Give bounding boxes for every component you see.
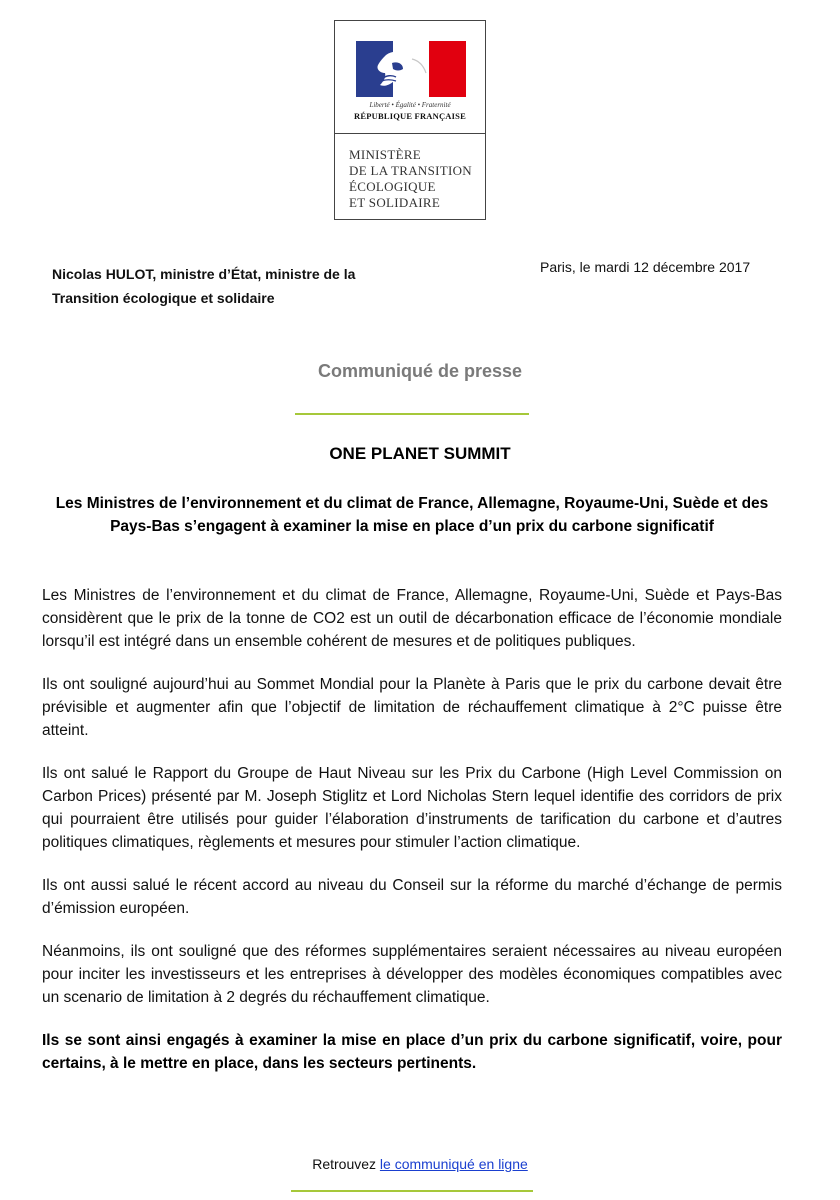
ministry-name-line: MINISTÈRE — [349, 147, 422, 162]
headline: ONE PLANET SUMMIT — [329, 444, 511, 463]
footer-prefix: Retrouvez — [312, 1156, 380, 1172]
ministry-name — [349, 147, 472, 211]
minister-name — [52, 262, 355, 310]
paragraph: Néanmoins, ils ont souligné que des réformes supplémentaires seraient nécessaires au niveau européen pour inciter les investisseurs et les entreprises à développer des modèles économiques compatibles avec un scenario de limitation à 2 degrés du réchauffement climatique. — [42, 943, 782, 1006]
marianne-flag-icon — [356, 41, 466, 97]
paragraph: Ils ont aussi salué le récent accord au niveau du Conseil sur la réforme du marché d’échange de permis d’émission européen. — [42, 877, 782, 917]
republic-motto: Liberté • Égalité • Fraternité — [369, 101, 451, 109]
ministry-logo — [334, 20, 486, 220]
press-release-label: Communiqué de presse — [317, 361, 523, 381]
green-divider-top — [295, 413, 529, 415]
minister-line: Nicolas HULOT, ministre d’État, ministre de la — [52, 266, 356, 282]
paragraph: Ils ont souligné aujourd’hui au Sommet Mondial pour la Planète à Paris que le prix du carbone devait être prévisible et augmenter afin que l’objectif de limitation de réchauffement climatique à 2°C puisse être atteint. — [42, 676, 782, 739]
republique-francaise-label: RÉPUBLIQUE FRANÇAISE — [354, 111, 466, 121]
logo-divider — [335, 133, 485, 134]
ministry-name-line: ÉCOLOGIQUE — [349, 179, 436, 194]
marianne-emblem — [335, 21, 485, 121]
paragraph-conclusion: Ils se sont ainsi engagés à examiner la mise en place d’un prix du carbone significatif, voire, pour certains, à le mettre en place, dans les secteurs pertinents. — [42, 1032, 782, 1072]
green-divider-bottom — [291, 1190, 533, 1192]
article-body — [42, 584, 782, 1095]
footer-link-line — [0, 1156, 840, 1172]
paragraph: Ils ont salué le Rapport du Groupe de Haut Niveau sur les Prix du Carbone (High Level Commission on Carbon Prices) présenté par M. Joseph Stiglitz et Lord Nicholas Stern lequel identifie des corridors de prix qui pourraient être utilisés pour guider l’élaboration d’instruments de tarification du carbone et d’autres politiques climatiques, règlements et mesures pour stimuler l’action climatique. — [42, 765, 782, 851]
paragraph: Les Ministres de l’environnement et du climat de France, Allemagne, Royaume-Uni, Suède et Pays-Bas considèrent que le prix de la tonne de CO2 est un outil de décarbonation efficace de l’économie mondiale lorsqu’il est intégré dans un ensemble cohérent de mesures et de politiques publiques. — [42, 587, 782, 650]
online-release-link[interactable]: le communiqué en ligne — [379, 1156, 528, 1172]
dateline: Paris, le mardi 12 décembre 2017 — [540, 259, 751, 275]
subheadline: Les Ministres de l’environnement et du climat de France, Allemagne, Royaume-Uni, Suède et des Pays-Bas s’engagent à examiner la mise en place d’un prix du carbone significatif — [55, 495, 769, 535]
minister-line: Transition écologique et solidaire — [52, 290, 275, 306]
ministry-name-line: ET SOLIDAIRE — [349, 195, 441, 210]
ministry-name-line: DE LA TRANSITION — [349, 163, 472, 178]
